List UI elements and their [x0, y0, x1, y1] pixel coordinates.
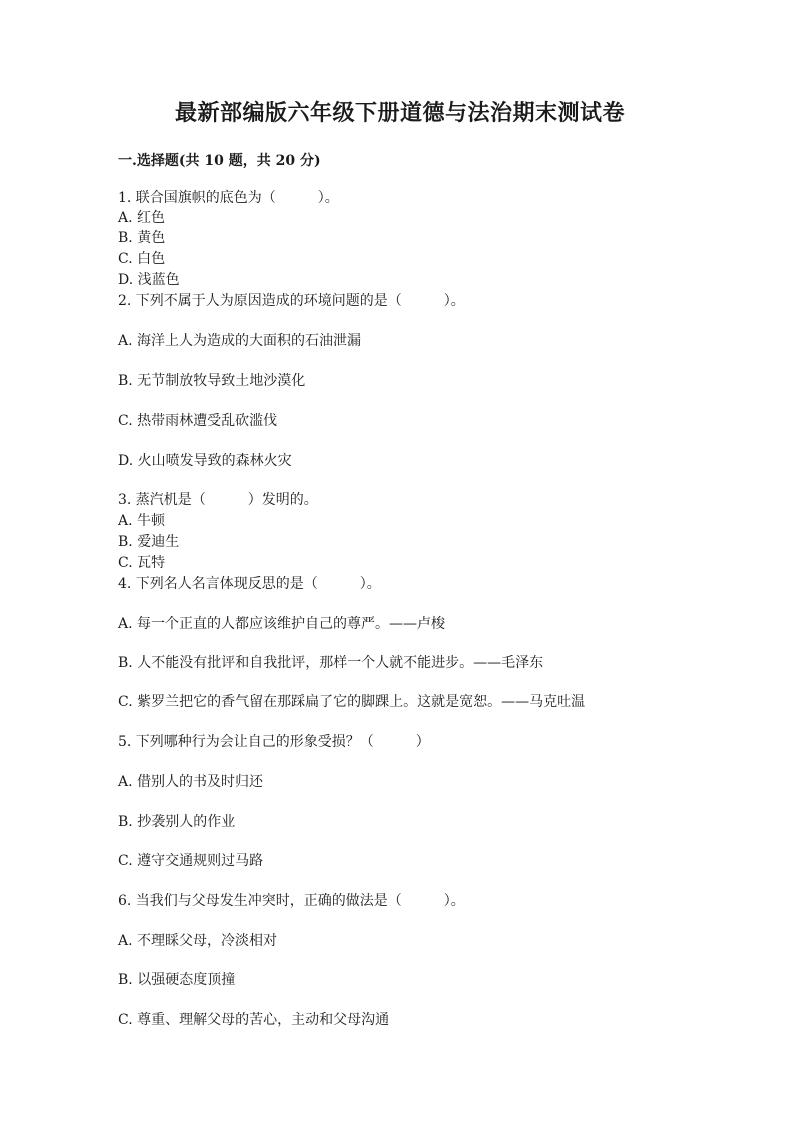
answer-option: B. 黄色 — [118, 230, 166, 246]
section-heading: 一.选择题(共 10 题，共 20 分) — [118, 153, 321, 169]
answer-option: C. 紫罗兰把它的香气留在那踩扁了它的脚踝上。这就是宽恕。——马克吐温 — [118, 694, 586, 710]
answer-option: B. 无节制放牧导致土地沙漠化 — [118, 373, 306, 389]
answer-option: A. 牛顿 — [118, 513, 166, 529]
answer-option: C. 尊重、理解父母的苦心，主动和父母沟通 — [118, 1012, 390, 1028]
answer-option: C. 热带雨林遭受乱砍滥伐 — [118, 413, 278, 429]
answer-option: D. 浅蓝色 — [118, 272, 180, 288]
question-stem: 1. 联合国旗帜的底色为（ ）。 — [118, 190, 339, 206]
answer-option: B. 爱迪生 — [118, 534, 180, 550]
question-stem: 5. 下列哪种行为会让自己的形象受损？（ ） — [118, 734, 430, 750]
answer-option: C. 白色 — [118, 251, 166, 267]
question-stem: 3. 蒸汽机是（ ）发明的。 — [118, 492, 318, 508]
answer-option: B. 以强硬态度顶撞 — [118, 972, 236, 988]
answer-option: A. 红色 — [118, 210, 166, 226]
answer-option: B. 抄袭别人的作业 — [118, 814, 236, 830]
answer-option: A. 不理睬父母，冷淡相对 — [118, 933, 278, 949]
answer-option: C. 遵守交通规则过马路 — [118, 853, 264, 869]
answer-option: A. 借别人的书及时归还 — [118, 774, 264, 790]
answer-option: C. 瓦特 — [118, 555, 166, 571]
answer-option: A. 海洋上人为造成的大面积的石油泄漏 — [118, 333, 362, 349]
question-stem: 2. 下列不属于人为原因造成的环境问题的是（ ）。 — [118, 293, 465, 309]
page-title: 最新部编版六年级下册道德与法治期末测试卷 — [174, 100, 625, 126]
question-stem: 4. 下列名人名言体现反思的是（ ）。 — [118, 576, 381, 592]
answer-option: B. 人不能没有批评和自我批评，那样一个人就不能进步。——毛泽东 — [118, 655, 544, 671]
answer-option: A. 每一个正直的人都应该维护自己的尊严。——卢梭 — [118, 616, 446, 632]
answer-option: D. 火山喷发导致的森林火灾 — [118, 453, 292, 469]
question-stem: 6. 当我们与父母发生冲突时，正确的做法是（ ）。 — [118, 893, 465, 909]
